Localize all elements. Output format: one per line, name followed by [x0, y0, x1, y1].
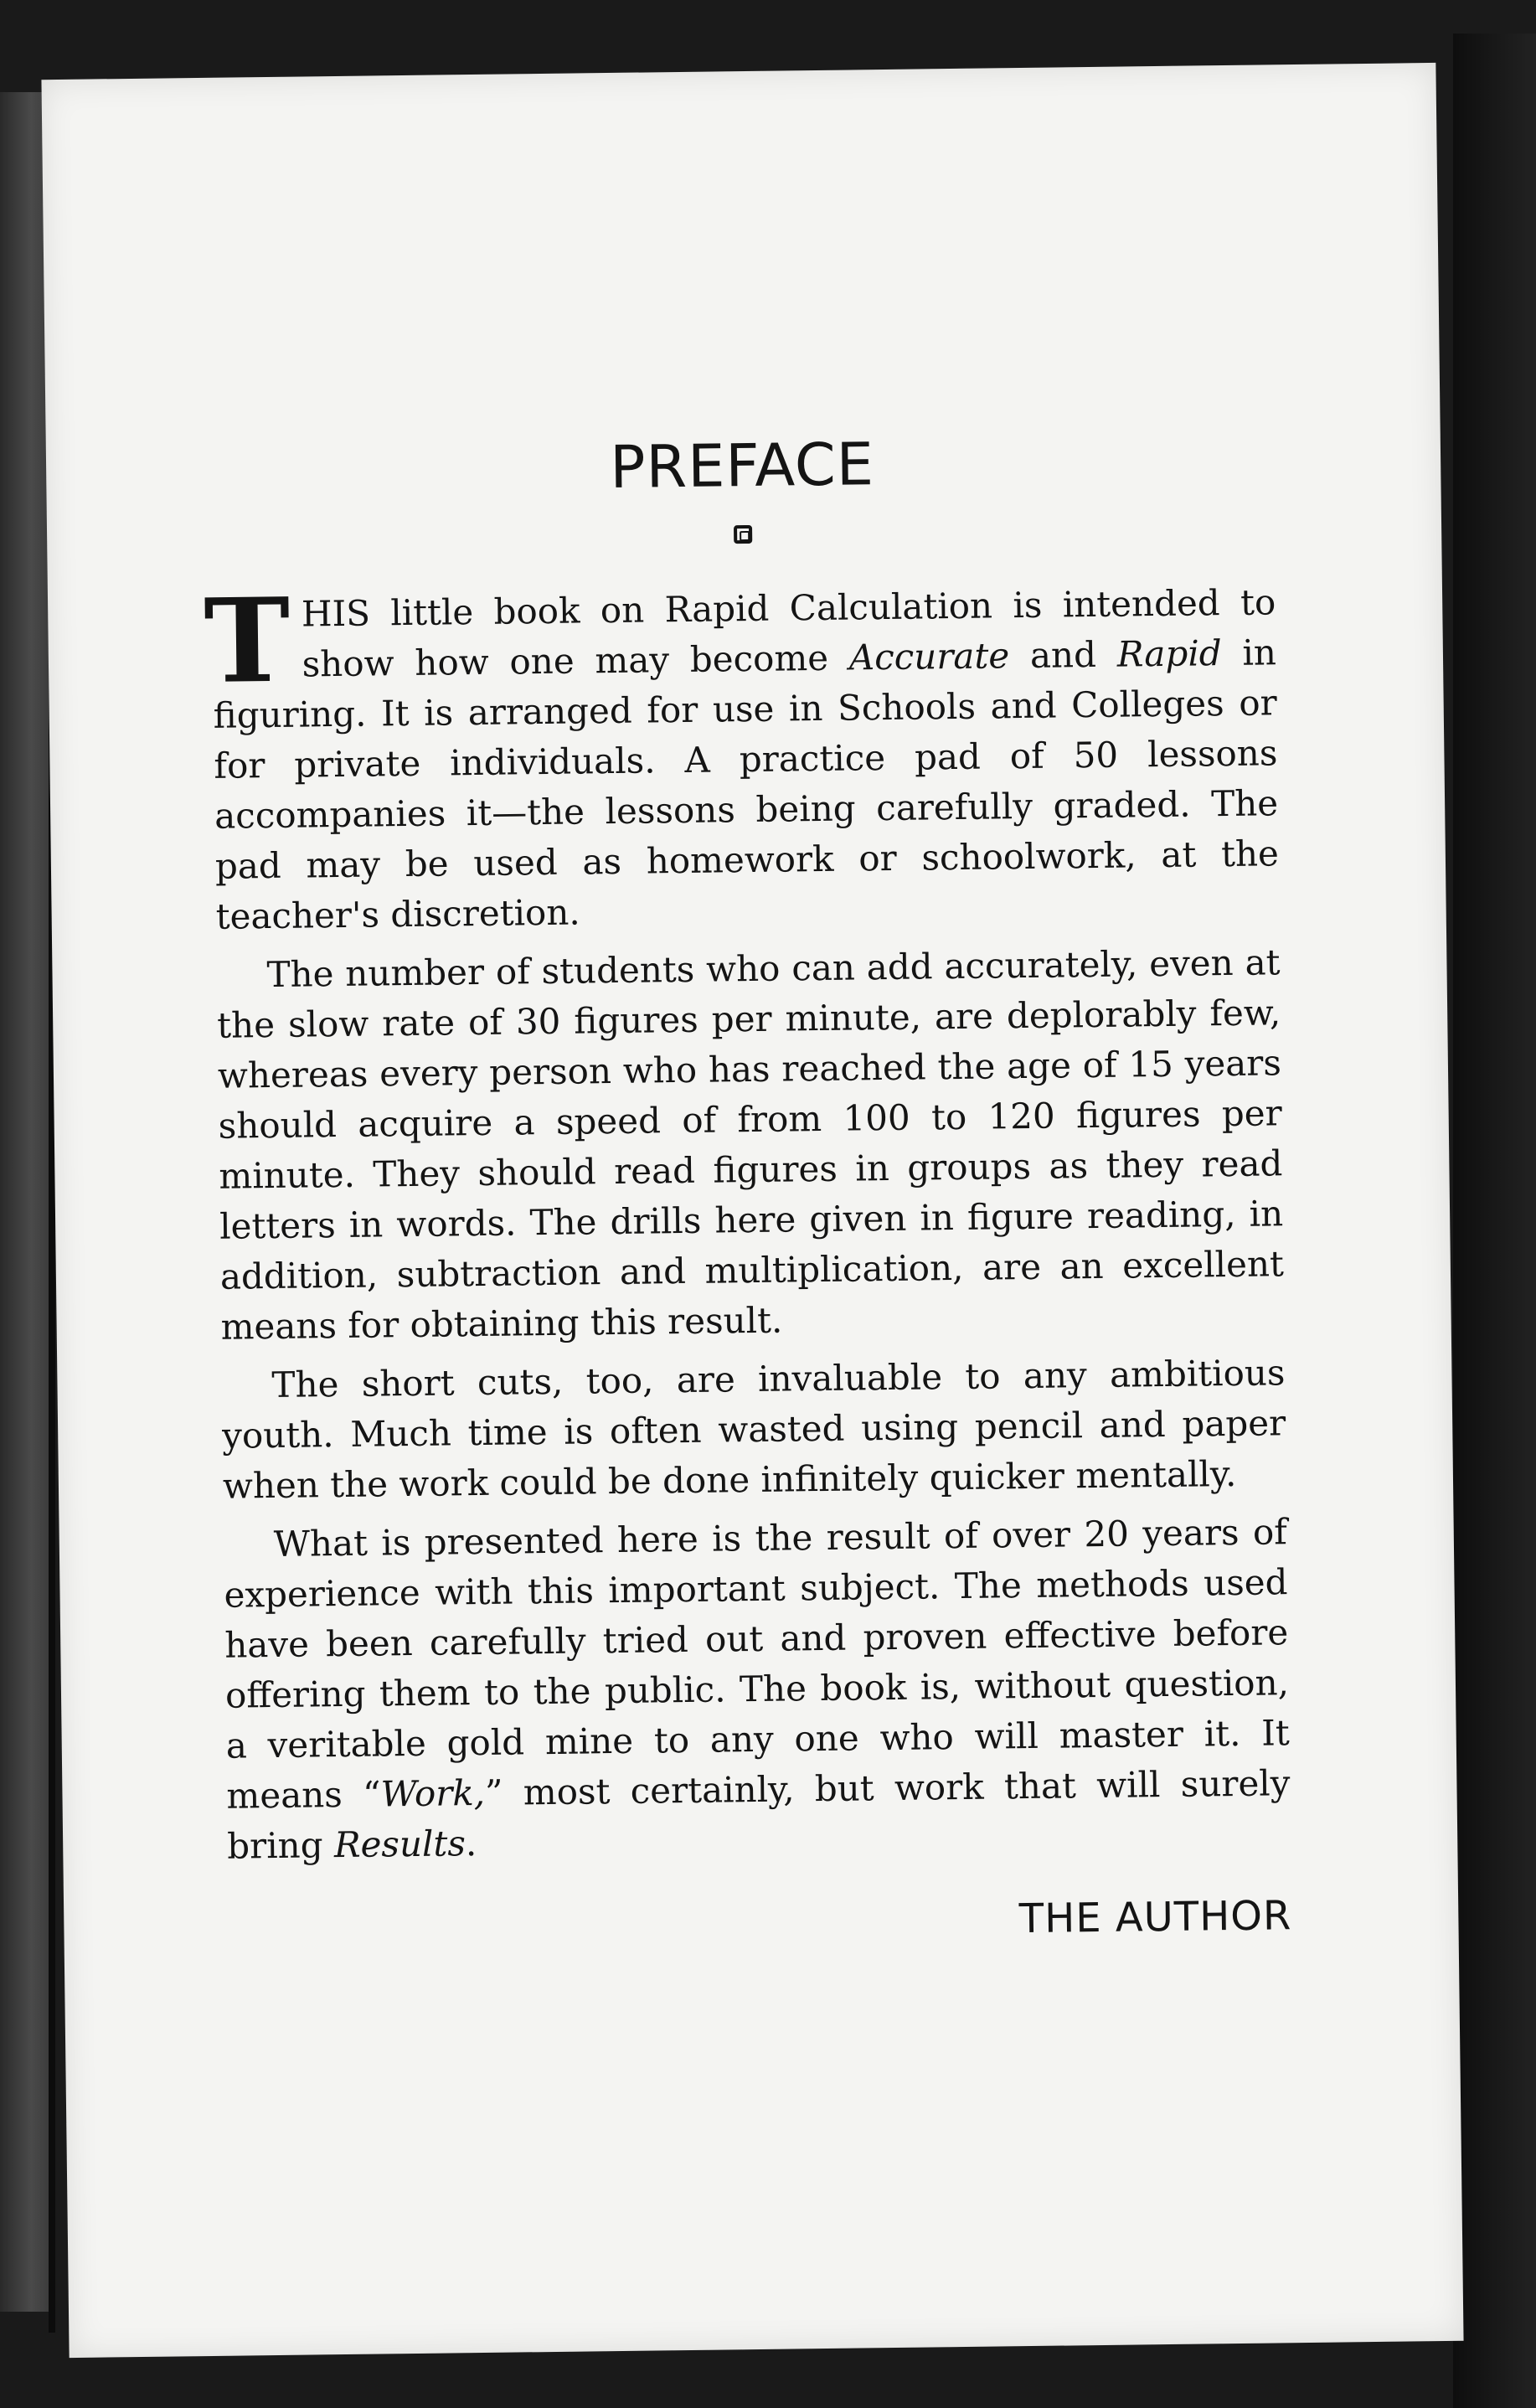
paragraph-text: The number of students who can add accurately, even at the slow rate of 30 figures per minute, are deplorably few, whereas every person who has reached the age of 15 years should acquire a speed of from 100 to 120 figures per minute. They should read figures in groups as they read letters in words. The drills here given in figure reading, in addition, subtraction and multiplication, are an excellent means for obtaining this result. — [216, 941, 1285, 1348]
paragraph-text: and — [1008, 633, 1118, 677]
preface-body — [203, 571, 1291, 1871]
paragraph-text: What is presented here is the result of over 20 years of experience with this important subject. The methods used have been carefully tried out and proven effective before offering them to the public. The book is, without question, a veritable gold mine to any one who will master it. It means “ — [224, 1511, 1290, 1817]
emphasized-text: Results — [333, 1823, 466, 1866]
preface-paragraph — [221, 1348, 1286, 1512]
facing-page-edge — [0, 92, 52, 2312]
paragraph-text: in figuring. It is arranged for use in Schools and Colleges or for private individuals. A practice pad of 50 lessons accompanies it—the lessons being carefully graded. The pad may be used as homework or schoolwork, at the teacher's discretion. — [213, 632, 1280, 937]
ornament-icon — [734, 525, 752, 544]
emphasized-text: Accurate — [848, 635, 1010, 678]
preface-paragraph — [223, 1507, 1291, 1871]
page-title: PREFACE — [609, 430, 875, 503]
preface-paragraph — [216, 937, 1285, 1352]
scan-background — [1453, 34, 1536, 2408]
paragraph-text: . — [465, 1823, 477, 1864]
author-signature: THE AUTHOR — [1018, 1892, 1292, 1943]
paragraph-text: HIS little book on Rapid Calculation is intended to show how one may become — [301, 581, 1276, 685]
paragraph-text: The short cuts, too, are invaluable to any ambitious youth. Much time is often wasted using pencil and paper when the work could be done infinitely quicker mentally. — [221, 1352, 1286, 1507]
emphasized-text: Work, — [380, 1771, 486, 1815]
drop-cap: T — [203, 571, 291, 709]
emphasized-text: Rapid — [1116, 632, 1222, 675]
book-page — [41, 63, 1463, 2358]
preface-content — [203, 425, 1292, 1952]
paragraph-text: ” most certainly, but work that will surely bring — [226, 1762, 1291, 1867]
preface-paragraph — [203, 571, 1280, 941]
